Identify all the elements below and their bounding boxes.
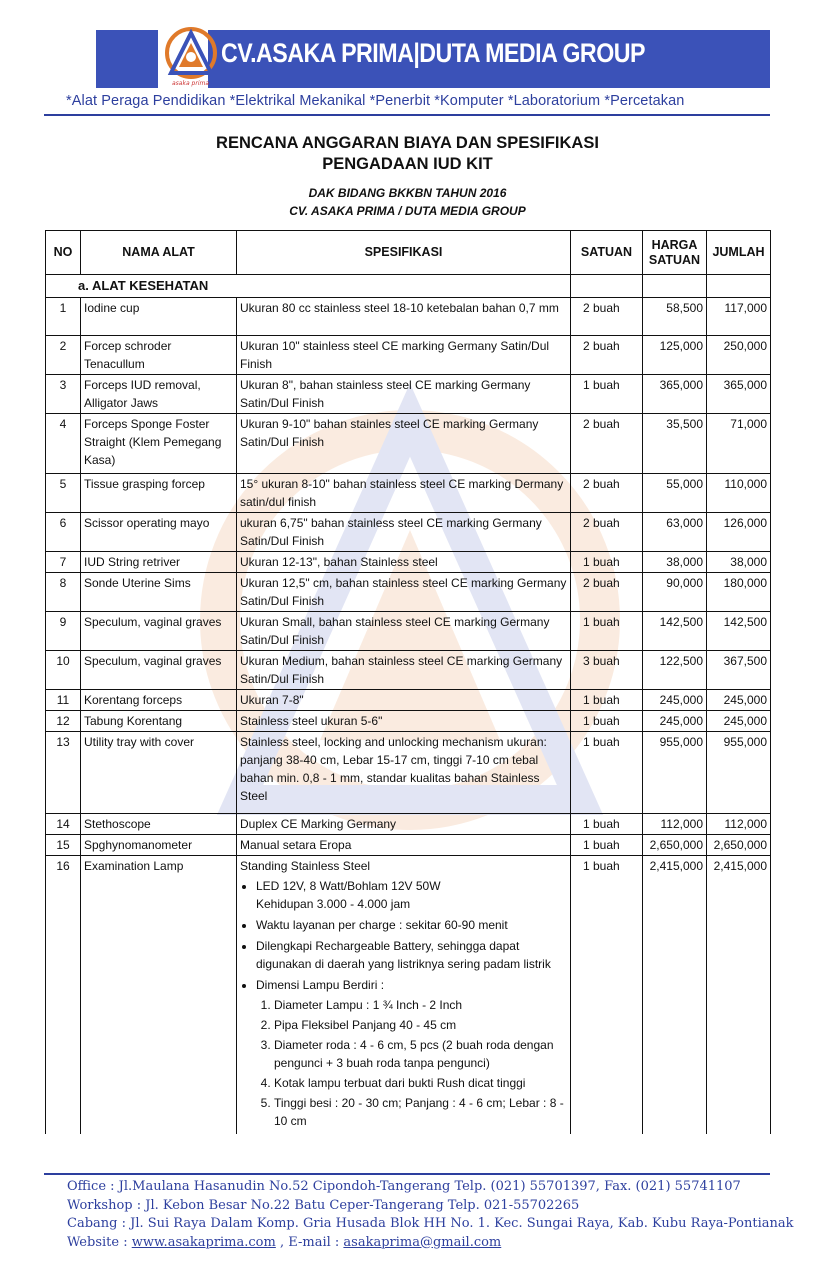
cell-no: 15 bbox=[46, 834, 81, 855]
table-row bbox=[46, 335, 771, 374]
footer-website-label: Website : bbox=[67, 1234, 132, 1250]
cell-jumlah: 117,000 bbox=[707, 297, 771, 335]
table-row bbox=[46, 374, 771, 413]
cell-harga: 38,000 bbox=[643, 551, 707, 572]
cell-nama: Iodine cup bbox=[81, 297, 237, 335]
list-item: 4. Kotak lampu terbuat dari bukti Rush dicat tinggi bbox=[274, 1074, 567, 1092]
cell-satuan: 1 buah bbox=[571, 710, 643, 731]
section-title: a. ALAT KESEHATAN bbox=[46, 275, 571, 298]
cell-satuan: 2 buah bbox=[571, 297, 643, 335]
table-row bbox=[46, 551, 771, 572]
cell-spec: Ukuran 12,5" cm, bahan stainless steel CE marking Germany Satin/Dul Finish bbox=[237, 572, 571, 611]
cell-harga: 955,000 bbox=[643, 731, 707, 813]
cell-harga: 55,000 bbox=[643, 473, 707, 512]
table-row bbox=[46, 689, 771, 710]
document-title: RENCANA ANGGARAN BIAYA DAN SPESIFIKASI bbox=[216, 134, 599, 152]
cell-nama: Korentang forceps bbox=[81, 689, 237, 710]
cell-satuan: 1 buah bbox=[571, 855, 643, 1134]
list-item: 2. Pipa Fleksibel Panjang 40 - 45 cm bbox=[274, 1016, 567, 1034]
cell-nama: Stethoscope bbox=[81, 813, 237, 834]
cell-satuan: 1 buah bbox=[571, 611, 643, 650]
cell-jumlah: 955,000 bbox=[707, 731, 771, 813]
list-item: • Dilengkapi Rechargeable Battery, sehingga dapat digunakan di daerah yang listriknya sering padam listrik bbox=[256, 937, 567, 973]
cell-harga: 58,500 bbox=[643, 297, 707, 335]
cell-harga: 112,000 bbox=[643, 813, 707, 834]
company-logo-icon bbox=[163, 27, 219, 85]
cell-no: 7 bbox=[46, 551, 81, 572]
cell-nama: Sonde Uterine Sims bbox=[81, 572, 237, 611]
cell-nama: Forcep schroder Tenacullum bbox=[81, 335, 237, 374]
document-subtitle-line2: CV. ASAKA PRIMA / DUTA MEDIA GROUP bbox=[289, 204, 526, 218]
cell-spec: ukuran 6,75" bahan stainless steel CE marking Germany Satin/Dul Finish bbox=[237, 512, 571, 551]
table-row bbox=[46, 731, 771, 813]
cell-jumlah: 71,000 bbox=[707, 413, 771, 473]
cell-spec: Ukuran 10" stainless steel CE marking Germany Satin/Dul Finish bbox=[237, 335, 571, 374]
cell-spec: Ukuran 9-10" bahan stainles steel CE marking Germany Satin/Dul Finish bbox=[237, 413, 571, 473]
cell-no: 6 bbox=[46, 512, 81, 551]
cell-no: 11 bbox=[46, 689, 81, 710]
lamp-dimension-list bbox=[256, 996, 567, 1130]
table-row bbox=[46, 813, 771, 834]
cell-satuan: 2 buah bbox=[571, 512, 643, 551]
cell-spec: 15° ukuran 8-10" bahan stainless steel CE marking Dermany satin/dul finish bbox=[237, 473, 571, 512]
cell-jumlah: 245,000 bbox=[707, 689, 771, 710]
footer-office: Office : Jl.Maulana Hasanudin No.52 Cipondoh-Tangerang Telp. (021) 55701397, Fax. (021) 55741107 bbox=[67, 1179, 741, 1194]
header-no: NO bbox=[46, 231, 81, 275]
list-item: • Waktu layanan per charge : sekitar 60-90 menit bbox=[256, 916, 567, 934]
header-jumlah: JUMLAH bbox=[707, 231, 771, 275]
cell-spec: Duplex CE Marking Germany bbox=[237, 813, 571, 834]
cell-harga: 63,000 bbox=[643, 512, 707, 551]
footer-contact bbox=[67, 1234, 793, 1253]
table-row bbox=[46, 572, 771, 611]
table-row bbox=[46, 413, 771, 473]
cell-spec: Ukuran 80 cc stainless steel 18-10 ketebalan bahan 0,7 mm bbox=[237, 297, 571, 335]
header-satuan: SATUAN bbox=[571, 231, 643, 275]
cell-satuan: 2 buah bbox=[571, 335, 643, 374]
table-row bbox=[46, 473, 771, 512]
lamp-dimension-heading: • Dimensi Lampu Berdiri : bbox=[256, 977, 385, 992]
cell-jumlah: 367,500 bbox=[707, 650, 771, 689]
cell-no: 4 bbox=[46, 413, 81, 473]
cell-jumlah: 180,000 bbox=[707, 572, 771, 611]
cell-spec: Ukuran Small, bahan stainless steel CE marking Germany Satin/Dul Finish bbox=[237, 611, 571, 650]
cell-jumlah: 2,415,000 bbox=[707, 855, 771, 1134]
section-row bbox=[46, 275, 771, 298]
cell-no: 8 bbox=[46, 572, 81, 611]
header-spesifikasi: SPESIFIKASI bbox=[237, 231, 571, 275]
list-item: 3. Diameter roda : 4 - 6 cm, 5 pcs (2 buah roda dengan pengunci + 3 buah roda tanpa pengunci) bbox=[274, 1036, 567, 1072]
cell-satuan: 2 buah bbox=[571, 473, 643, 512]
cell-harga: 245,000 bbox=[643, 689, 707, 710]
company-name: CV.ASAKA PRIMA|DUTA MEDIA GROUP bbox=[221, 38, 645, 68]
header-divider bbox=[44, 114, 770, 116]
cell-harga: 245,000 bbox=[643, 710, 707, 731]
table-row bbox=[46, 710, 771, 731]
cell-jumlah: 365,000 bbox=[707, 374, 771, 413]
cell-harga: 2,415,000 bbox=[643, 855, 707, 1134]
cell-spec: Stainless steel ukuran 5-6" bbox=[237, 710, 571, 731]
cell-satuan: 1 buah bbox=[571, 374, 643, 413]
cell-satuan: 1 buah bbox=[571, 551, 643, 572]
cell-jumlah: 126,000 bbox=[707, 512, 771, 551]
cell-satuan: 1 buah bbox=[571, 834, 643, 855]
footer-workshop: Workshop : Jl. Kebon Besar No.22 Batu Ceper-Tangerang Telp. 021-55702265 bbox=[67, 1197, 580, 1213]
cell-nama: Utility tray with cover bbox=[81, 731, 237, 813]
footer bbox=[67, 1178, 793, 1252]
cell-spec: Ukuran Medium, bahan stainless steel CE marking Germany Satin/Dul Finish bbox=[237, 650, 571, 689]
lamp-spec-list bbox=[240, 877, 567, 1130]
cell-jumlah: 110,000 bbox=[707, 473, 771, 512]
logo-caption: asaka prima bbox=[172, 80, 210, 87]
cell-spec: Stainless steel, locking and unlocking mechanism ukuran: panjang 38-40 cm, Lebar 15-17 cm, tinggi 7-10 cm tebal bahan min. 0,8 - 1 mm, standar kualitas bahan Stainless Steel bbox=[237, 731, 571, 813]
cell-nama: Tabung Korentang bbox=[81, 710, 237, 731]
list-item: 5. Tinggi besi : 20 - 30 cm; Panjang : 4 - 6 cm; Lebar : 8 - 10 cm bbox=[274, 1094, 567, 1130]
cell-jumlah: 142,500 bbox=[707, 611, 771, 650]
cell-spec: Manual setara Eropa bbox=[237, 834, 571, 855]
cell-satuan: 1 buah bbox=[571, 813, 643, 834]
cell-satuan: 2 buah bbox=[571, 413, 643, 473]
table-row bbox=[46, 650, 771, 689]
cell-no: 16 bbox=[46, 855, 81, 1134]
list-item bbox=[256, 877, 567, 913]
document-subtitle: DAK BIDANG BKKBN TAHUN 2016 bbox=[308, 186, 507, 200]
document-title-line2: PENGADAAN IUD KIT bbox=[322, 155, 493, 173]
cell-jumlah: 245,000 bbox=[707, 710, 771, 731]
lamp-led: • LED 12V, 8 Watt/Bohlam 12V 50W bbox=[256, 878, 441, 893]
cell-harga: 125,000 bbox=[643, 335, 707, 374]
cell-no: 2 bbox=[46, 335, 81, 374]
table-row bbox=[46, 855, 771, 1134]
cell-satuan: 1 buah bbox=[571, 689, 643, 710]
cell-spec: Ukuran 7-8" bbox=[237, 689, 571, 710]
cell-spec-lamp bbox=[237, 855, 571, 1134]
cell-nama: Forceps IUD removal, Alligator Jaws bbox=[81, 374, 237, 413]
cell-satuan: 3 buah bbox=[571, 650, 643, 689]
tagline: *Alat Peraga Pendidikan *Elektrikal Mekanikal *Penerbit *Komputer *Laboratorium *Percetakan bbox=[66, 93, 685, 109]
cell-spec: Ukuran 12-13", bahan Stainless steel bbox=[237, 551, 571, 572]
cell-harga: 2,650,000 bbox=[643, 834, 707, 855]
lamp-lifetime: Kehidupan 3.000 - 4.000 jam bbox=[256, 896, 411, 911]
website-link[interactable]: www.asakaprima.com bbox=[131, 1234, 276, 1250]
cell-nama: IUD String retriver bbox=[81, 551, 237, 572]
cell-satuan: 2 buah bbox=[571, 572, 643, 611]
lamp-spec-heading: Standing Stainless Steel bbox=[240, 858, 371, 873]
cell-harga: 142,500 bbox=[643, 611, 707, 650]
header-harga-satuan: HARGA SATUAN bbox=[643, 231, 707, 275]
table-header-row bbox=[46, 231, 771, 275]
table-row bbox=[46, 512, 771, 551]
cell-nama: Scissor operating mayo bbox=[81, 512, 237, 551]
cell-no: 13 bbox=[46, 731, 81, 813]
cell-jumlah: 112,000 bbox=[707, 813, 771, 834]
cell-jumlah: 250,000 bbox=[707, 335, 771, 374]
cell-harga: 365,000 bbox=[643, 374, 707, 413]
cell-jumlah: 38,000 bbox=[707, 551, 771, 572]
header-nama-alat: NAMA ALAT bbox=[81, 231, 237, 275]
cell-spec: Ukuran 8", bahan stainless steel CE marking Germany Satin/Dul Finish bbox=[237, 374, 571, 413]
email-link[interactable]: asakaprima@gmail.com bbox=[343, 1234, 502, 1250]
cell-nama: Speculum, vaginal graves bbox=[81, 611, 237, 650]
cell-nama: Tissue grasping forcep bbox=[81, 473, 237, 512]
cell-nama: Speculum, vaginal graves bbox=[81, 650, 237, 689]
cell-harga: 122,500 bbox=[643, 650, 707, 689]
cell-nama: Examination Lamp bbox=[81, 855, 237, 1134]
cell-no: 9 bbox=[46, 611, 81, 650]
list-item: 1. Diameter Lampu : 1 ¾ Inch - 2 Inch bbox=[274, 996, 567, 1014]
table-row bbox=[46, 834, 771, 855]
cell-no: 12 bbox=[46, 710, 81, 731]
cell-satuan: 1 buah bbox=[571, 731, 643, 813]
footer-cabang: Cabang : Jl. Sui Raya Dalam Komp. Gria Husada Blok HH No. 1. Kec. Sungai Raya, Kab. Kubu Raya-Pontianak bbox=[67, 1216, 794, 1231]
cell-no: 14 bbox=[46, 813, 81, 834]
cell-no: 3 bbox=[46, 374, 81, 413]
cell-no: 10 bbox=[46, 650, 81, 689]
table-row bbox=[46, 297, 771, 335]
list-item bbox=[256, 976, 567, 1130]
cell-nama: Spghynomanometer bbox=[81, 834, 237, 855]
cell-no: 5 bbox=[46, 473, 81, 512]
cell-nama: Forceps Sponge Foster Straight (Klem Pemegang Kasa) bbox=[81, 413, 237, 473]
footer-email-label: , E-mail : bbox=[275, 1234, 344, 1250]
cell-jumlah: 2,650,000 bbox=[707, 834, 771, 855]
budget-table bbox=[45, 230, 771, 1134]
cell-harga: 90,000 bbox=[643, 572, 707, 611]
cell-harga: 35,500 bbox=[643, 413, 707, 473]
table-row bbox=[46, 611, 771, 650]
cell-no: 1 bbox=[46, 297, 81, 335]
footer-divider bbox=[44, 1173, 770, 1175]
